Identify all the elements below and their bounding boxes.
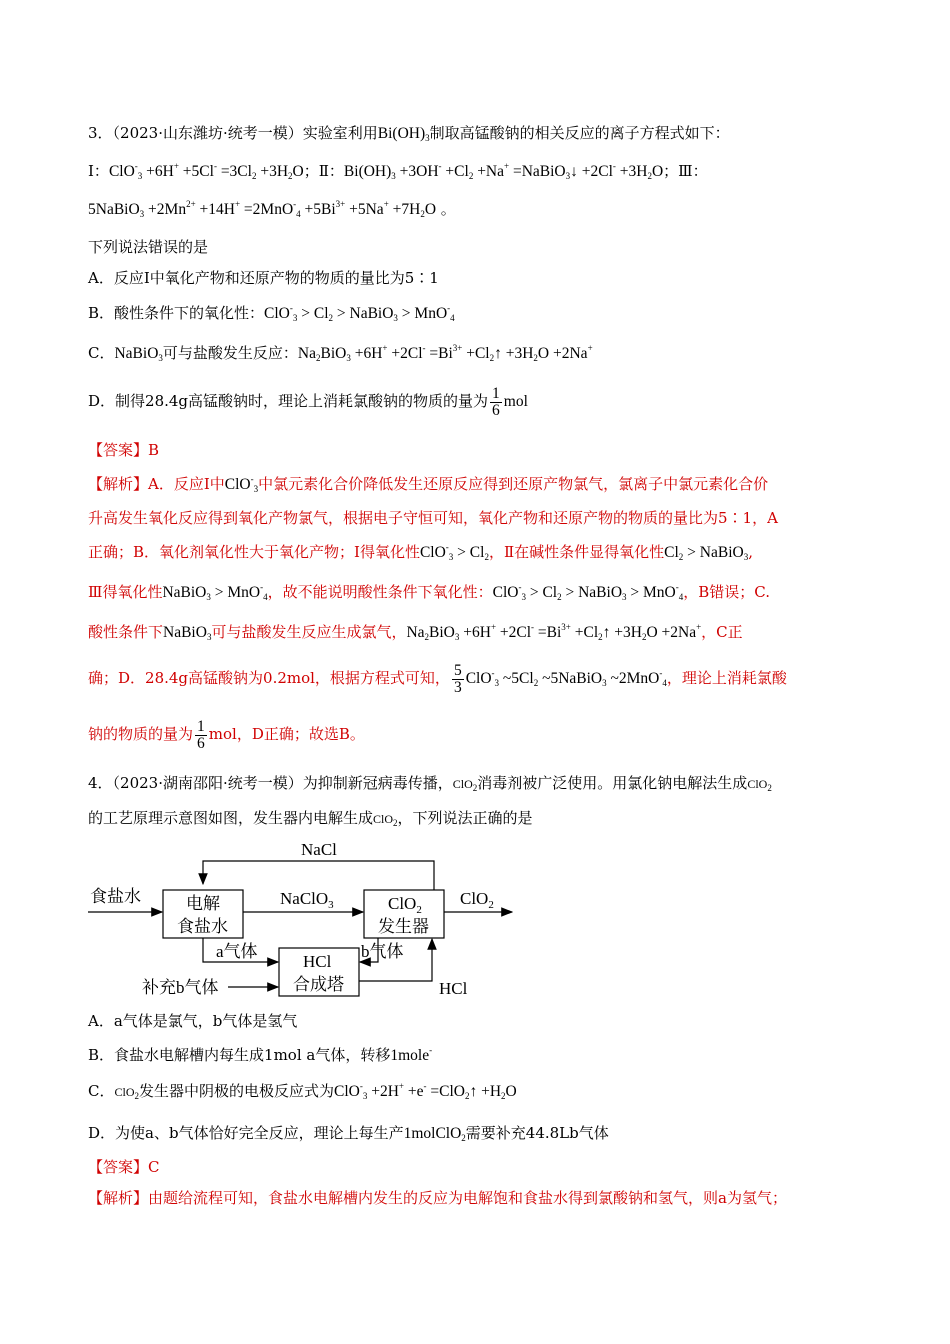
equation-III: 5NaBiO$_3$ $+2Mn^{2+} +14H^+ =2MnO^-_4 +5Bi^{3+} +5Na^+ +7H_2O$ — [88, 199, 437, 219]
naclo3-label: NaClO$_3$ — [280, 889, 334, 911]
hcl-label: HCl — [439, 979, 468, 998]
supply-label: 补充b气体 — [142, 978, 219, 997]
q4-option-b: B．食盐水电解槽内每生成1mol a气体，转移1mole- — [88, 1045, 433, 1064]
q4-explanation-1: 【解析】由题给流程可知，食盐水电解槽内发生的反应为电解饱和食盐水得到氯酸钠和氢气，则a为氢气； — [88, 1189, 787, 1207]
equation-II: $Bi(OH)_3 +3OH^- +Cl_2 +Na^+$ =NaBiO$_3$↓ $+2Cl^- +3H_2O$ — [343, 161, 664, 181]
svg-text:合成塔: 合成塔 — [293, 975, 344, 994]
q4-option-a: A．a气体是氯气，b气体是氢气 — [88, 1012, 298, 1030]
q3-question: 下列说法错误的是 — [88, 238, 209, 256]
q3-option-b: B．酸性条件下的氧化性：$ClO^-_3 > Cl_2$ > NaBiO$_3$ > MnO-$_4$ — [88, 303, 455, 323]
nacl-label: NaCl — [301, 840, 337, 859]
q3-explanation-5: 酸性条件下NaBiO$_3$可与盐酸发生反应生成氯气，$Na_2BiO_3 +6H^+ +2Cl^- =Bi^{3+}$ $+Cl_2↑ +3H_2O +2Na^+$，C正 — [88, 622, 743, 642]
svg-text:HCl: HCl — [303, 952, 332, 971]
q3-option-c: C．NaBiO$_3$可与盐酸发生反应：$Na_2BiO_3 +6H^+ +2Cl^- =Bi^{3+}$ $+Cl_2↑ +3H_2O +2Na^+$ — [88, 343, 593, 363]
q3-answer: 【答案】B — [88, 441, 160, 459]
q3-number: 3． — [88, 124, 113, 142]
input-label: 食盐水 — [90, 887, 141, 906]
gas-b-label: b气体 — [361, 942, 404, 961]
q4-source: （2023·湖南邵阳·统考一模） — [112, 774, 303, 792]
q3-equations-row2: 5NaBiO$_3$ $+2Mn^{2+} +14H^+ =2MnO^-_4 +5Bi^{3+} +5Na^+ +7H_2O$ 。 — [88, 199, 456, 219]
equation-I: $ClO^-_3 +6H^+ +5Cl^- =3Cl_2 +3H_2O$ — [108, 161, 304, 181]
q4-option-d: D．为使a、b气体恰好完全反应，理论上每生产1molClO$_2$需要补充44.8Lb气体 — [88, 1124, 609, 1143]
svg-text:电解: 电解 — [186, 894, 220, 913]
svg-text:ClO2: ClO$_2$ — [388, 894, 422, 916]
q3-source: （2023·山东潍坊·统考一模） — [112, 124, 303, 142]
fraction: $\frac{1}{6}$ — [492, 384, 500, 419]
q3-equations-row1: Ⅰ：$ClO^-_3 +6H^+ +5Cl^- =3Cl_2 +3H_2O$；Ⅱ：$Bi(OH)_3 +3OH^- +Cl_2 +Na^+$ =NaBiO$_3$↓ $+2Cl^- +3H_2O$；Ⅲ： — [88, 161, 708, 181]
q4-stem-1: 4．（2023·湖南邵阳·统考一模）为抑制新冠病毒传播，ClO$_2$消毒剂被广泛使用。用氯化钠电解法生成ClO$_2$ — [88, 774, 772, 793]
q3-stem: 3．（2023·山东潍坊·统考一模）实验室利用$Bi(OH)_3$制取高锰酸钠的相关反应的离子方程式如下： — [88, 124, 730, 143]
reagent-formula: $Bi(OH)_3$ — [377, 125, 430, 143]
gas-a-label: a气体 — [216, 942, 258, 961]
q3-explanation-4: Ⅲ得氧化性NaBiO$_3$ > MnO-$_4$，故不能说明酸性条件下氧化性：$ClO^-_3 > Cl_2$ > NaBiO$_3$ > MnO-$_4$，B错误；C. — [88, 582, 770, 602]
q3-explanation-2: 升高发生氧化反应得到氧化产物氯气，根据电子守恒可知，氧化产物和还原产物的物质的量比为5∶1，A — [88, 509, 778, 527]
q3-option-a: A．反应Ⅰ中氧化产物和还原产物的物质的量比为5∶1 — [88, 269, 439, 287]
q3-explanation-1: 【解析】A．反应Ⅰ中ClO-$_3$中氯元素化合价降低发生还原反应得到还原产物氯气，氯离子中氯元素化合价 — [88, 474, 769, 494]
q3-explanation-3: 正确；B．氧化剂氧化性大于氧化产物；Ⅰ得氧化性$ClO^-_3 > Cl_2$，Ⅱ在碱性条件显得氧化性$Cl_2$ > NaBiO$_3$, — [88, 542, 753, 562]
process-diagram — [88, 836, 528, 1006]
q4-stem-2: 的工艺原理示意图如图，发生器内电解生成ClO$_2$，下列说法正确的是 — [88, 809, 533, 828]
q4-number: 4． — [88, 774, 113, 792]
q3-option-d: D．制得28.4g高锰酸钠时，理论上消耗氯酸钠的物质的量为 $\frac{1}{6}$ mol — [88, 384, 528, 419]
svg-text:食盐水: 食盐水 — [177, 917, 228, 936]
q4-option-c: C．ClO$_2$发生器中阴极的电极反应式为ClO-$_3$ +2H+ +e- =ClO$_2$↑ $+H_2O$ — [88, 1081, 517, 1101]
nacl-recycle-arrow — [203, 861, 434, 892]
svg-text:发生器: 发生器 — [378, 917, 429, 936]
q3-explanation-6: 确；D．28.4g高锰酸钠为0.2mol，根据方程式可知， $\frac{5}{3}$ ClO-$_3$ $\sim 5Cl_2$ ~5NaBiO$_3$ ~2MnO-$_4$，理论上消耗氯酸 — [88, 661, 787, 696]
q4-answer: 【答案】C — [88, 1158, 160, 1176]
output-label: ClO$_2$ — [460, 889, 494, 911]
q3-explanation-7: 钠的物质的量为 $\frac{1}{6}$ mol，D正确；故选B。 — [88, 717, 365, 752]
